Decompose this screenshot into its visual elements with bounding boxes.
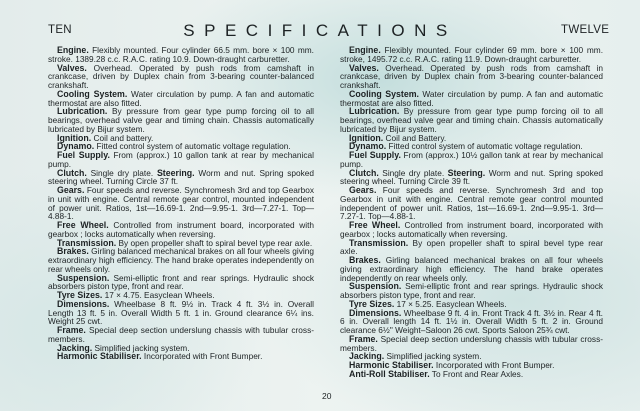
- spec-text: Fitted control system of automatic voltage regulation.: [386, 141, 583, 152]
- spec-entry: [48, 274, 314, 292]
- spec-label: Engine.: [349, 45, 381, 55]
- spec-text: To Front and Rear Axles.: [429, 368, 524, 379]
- spec-label: Free Wheel.: [349, 220, 401, 230]
- spec-label: Clutch.: [349, 167, 379, 178]
- spec-entry: [48, 247, 314, 273]
- spec-text: Special deep section underslung chassis with tubular cross-members.: [48, 325, 314, 344]
- spec-label: Cooling System.: [57, 88, 128, 99]
- spec-entry: [340, 370, 603, 379]
- spec-text: Worm and nut. Spring spoked steering wheel. Turning Circle 37 ft.: [48, 167, 315, 187]
- spec-entry: [48, 90, 314, 108]
- spec-entry: [48, 221, 314, 239]
- column-heading-twelve: TWELVE: [561, 24, 610, 36]
- spec-entry: [340, 90, 603, 108]
- spec-label: Engine.: [57, 45, 89, 55]
- spec-label: Steering.: [447, 167, 486, 178]
- spec-entry: [48, 64, 314, 90]
- spec-text: Simplified jacking system.: [92, 342, 190, 353]
- spec-label: Frame.: [57, 325, 86, 335]
- spec-label: Brakes.: [349, 255, 381, 265]
- page-number: 20: [322, 391, 332, 401]
- spec-text: Water circulation by pump. A fan and automatic thermostat are also fitted.: [340, 88, 603, 108]
- spec-label: Suspension.: [349, 281, 402, 292]
- spec-entry: [48, 151, 314, 169]
- spec-entry: [340, 282, 603, 300]
- spec-label: Harmonic Stabiliser.: [349, 360, 434, 370]
- spec-label: Harmonic Stabiliser.: [57, 351, 142, 362]
- spec-label: Cooling System.: [349, 88, 419, 99]
- spec-entry: [340, 46, 603, 64]
- spec-text: Flexibly mounted. Four cylinder 69 mm. bore × 100 mm. stroke, 1495.72 c.c. R.A.C. rating 11.9. Down-draught carburetter.: [340, 45, 603, 64]
- spec-entry: [340, 107, 603, 133]
- spec-label: Tyre Sizes.: [57, 290, 103, 300]
- spec-text: By open propeller shaft to spiral bevel type rear axle.: [116, 237, 313, 248]
- spec-text: Worm and nut. Spring spoked steering wheel. Turning Circle 39 ft.: [340, 167, 603, 187]
- spec-text: Incorporated with Front Bumper.: [141, 351, 263, 362]
- spec-text: Coil and Battery.: [383, 132, 447, 143]
- spec-entry: [340, 151, 603, 169]
- spec-entry: [340, 169, 603, 187]
- spec-text: Four speeds and reverse. Synchromesh 3rd and top Gearbox in unit with engine. Central remote gear control, mounted independent of power unit. Ratios, 1st—16.69-1. 2nd—9.95-1. 3rd—7.27-1. Top—4.88-1.: [48, 185, 314, 222]
- spec-label: Tyre Sizes.: [349, 298, 395, 309]
- spec-text: Overhead. Operated by push rods from camshaft in crankcase, driven by Duplex chain from 3-bearing counter-balanced crankshaft.: [48, 62, 314, 90]
- spec-label: Gears.: [57, 185, 85, 195]
- spec-entry: [48, 326, 314, 344]
- spec-text: Wheelbase 8 ft. 9½ in. Track 4 ft. 3½ in. Overall Length 13 ft. 5 in. Overall Width 5 ft. 1 in. Ground clearance 6¼ ins. Weight 25 cwt.: [48, 298, 314, 327]
- spec-label: Transmission.: [57, 237, 117, 248]
- spec-label: Clutch.: [57, 167, 87, 178]
- spec-entry: [48, 352, 314, 361]
- spec-label: Transmission.: [349, 237, 409, 248]
- spec-label: Valves.: [57, 62, 87, 73]
- spec-entry: [48, 46, 314, 64]
- spec-label: Dimensions.: [57, 298, 110, 309]
- spec-entry: [340, 335, 603, 353]
- spec-text: Water circulation by pump. A fan and automatic thermostat are also fitted.: [48, 88, 314, 108]
- spec-label: Valves.: [349, 62, 379, 73]
- spec-text: Controlled from instrument board, incorporated with gearbox ; locks automatically when reversing.: [48, 220, 314, 239]
- spec-label: Dynamo.: [349, 141, 387, 152]
- ten-specifications-column: [48, 46, 314, 361]
- spec-label: Jacking.: [349, 351, 385, 362]
- spec-label: Fuel Supply.: [57, 150, 110, 160]
- spec-label: Ignition.: [57, 132, 92, 143]
- spec-label: Free Wheel.: [57, 220, 109, 230]
- spec-entry: [48, 107, 314, 133]
- column-heading-ten: TEN: [48, 24, 72, 36]
- spec-text: Overhead. Operated by push rods from camshaft in crankcase, driven by Duplex chain from 3-bearing counter-balanced crankshaft.: [340, 62, 603, 90]
- spec-entry: [340, 64, 603, 90]
- spec-text: Simplified jacking system.: [384, 351, 482, 362]
- spec-label: Gears.: [349, 185, 377, 195]
- spec-text: Single dry plate.: [86, 167, 157, 178]
- spec-label: Jacking.: [57, 342, 93, 353]
- spec-text: From (approx.) 10½ gallon tank at rear by mechanical pump.: [340, 150, 603, 169]
- spec-text: Incorporated with Front Bumper.: [433, 360, 555, 370]
- spec-text: Girling balanced mechanical brakes on all four wheels giving extraordinary high efficiency. The hand brake operates independently on rear wheels only.: [48, 246, 314, 274]
- page-title: SPECIFICATIONS: [183, 21, 457, 40]
- spec-text: Fitted control system of automatic voltage regulation.: [94, 141, 291, 152]
- twelve-specifications-column: [340, 46, 603, 379]
- spec-entry: [340, 256, 603, 282]
- spec-text: Four speeds and reverse. Synchromesh 3rd and top Gearbox in unit with engine. Central remote gear control mounted independent of power unit. Ratios, 1st—16.69-1. 2nd—9.95-1. 3rd—7.27-1. Top—4.88-1.: [340, 185, 603, 222]
- spec-entry: [340, 239, 603, 257]
- spec-label: Ignition.: [349, 132, 384, 143]
- spec-text: By pressure from gear type pump forcing oil to all bearings, overhead valve gear and timing chain. Chassis automatically lubricated by Bijur system.: [340, 106, 603, 134]
- spec-label: Steering.: [156, 167, 195, 178]
- spec-label: Lubrication.: [349, 106, 400, 117]
- spec-text: 17 × 5.25. Easyclean Wheels.: [394, 298, 507, 309]
- spec-entry: [340, 221, 603, 239]
- spec-entry: [340, 186, 603, 221]
- spec-text: Flexibly mounted. Four cylinder 66.5 mm. bore × 100 mm. stroke. 1389.28 c.c. R.A.C. rating 10.9. Down-draught carburetter.: [48, 45, 314, 64]
- spec-label: Dimensions.: [349, 307, 402, 318]
- spec-text: Wheelbase 9 ft. 4 in. Front Track 4 ft. 3½ in. Rear 4 ft. 6 in. Overall length 14 ft. 1½ in. Overall Width 5 ft. 2 in. Ground clearance 6½" Weight–Saloon 26 cwt. Sports Saloon 25¾ cwt.: [340, 307, 603, 335]
- spec-text: Semi-elliptic front and rear springs. Hydraulic shock absorbers piston type, front and rear.: [48, 272, 314, 292]
- spec-text: Controlled from instrument board, incorporated with gearbox ; locks automatically when reversing.: [340, 220, 603, 239]
- spec-text: Girling balanced mechanical brakes on all four wheels giving extraordinary high efficiency. The hand brake operates independently on rear wheels only.: [340, 255, 603, 283]
- spec-text: Single dry plate.: [378, 167, 448, 178]
- spec-label: Frame.: [349, 333, 378, 344]
- spec-text: Special deep section underslung chassis with tubular cross-members.: [340, 333, 603, 353]
- spec-label: Anti-Roll Stabiliser.: [349, 368, 430, 379]
- spec-label: Lubrication.: [57, 106, 108, 117]
- spec-entry: [48, 169, 314, 187]
- spec-label: Fuel Supply.: [349, 150, 401, 160]
- spec-text: By pressure from gear type pump forcing oil to all bearings, overhead valve gear and timing chain. Chassis automatically lubricated by Bijur system.: [48, 106, 314, 134]
- spec-text: 17 × 4.75. Easyclean Wheels.: [102, 290, 215, 300]
- spec-text: Semi-elliptic front and rear springs. Hydraulic shock absorbers piston type, front and rear.: [340, 281, 603, 300]
- spec-label: Suspension.: [57, 272, 110, 283]
- spec-label: Dynamo.: [57, 141, 95, 152]
- spec-label: Brakes.: [57, 246, 89, 257]
- spec-text: From (approx.) 10 gallon tank at rear by mechanical pump.: [48, 150, 314, 169]
- spec-entry: [48, 186, 314, 221]
- spec-entry: [340, 309, 603, 335]
- spec-text: By open propeller shaft to spiral bevel type rear axle.: [340, 237, 603, 257]
- spec-entry: [48, 300, 314, 326]
- spec-text: Coil and battery.: [91, 132, 154, 143]
